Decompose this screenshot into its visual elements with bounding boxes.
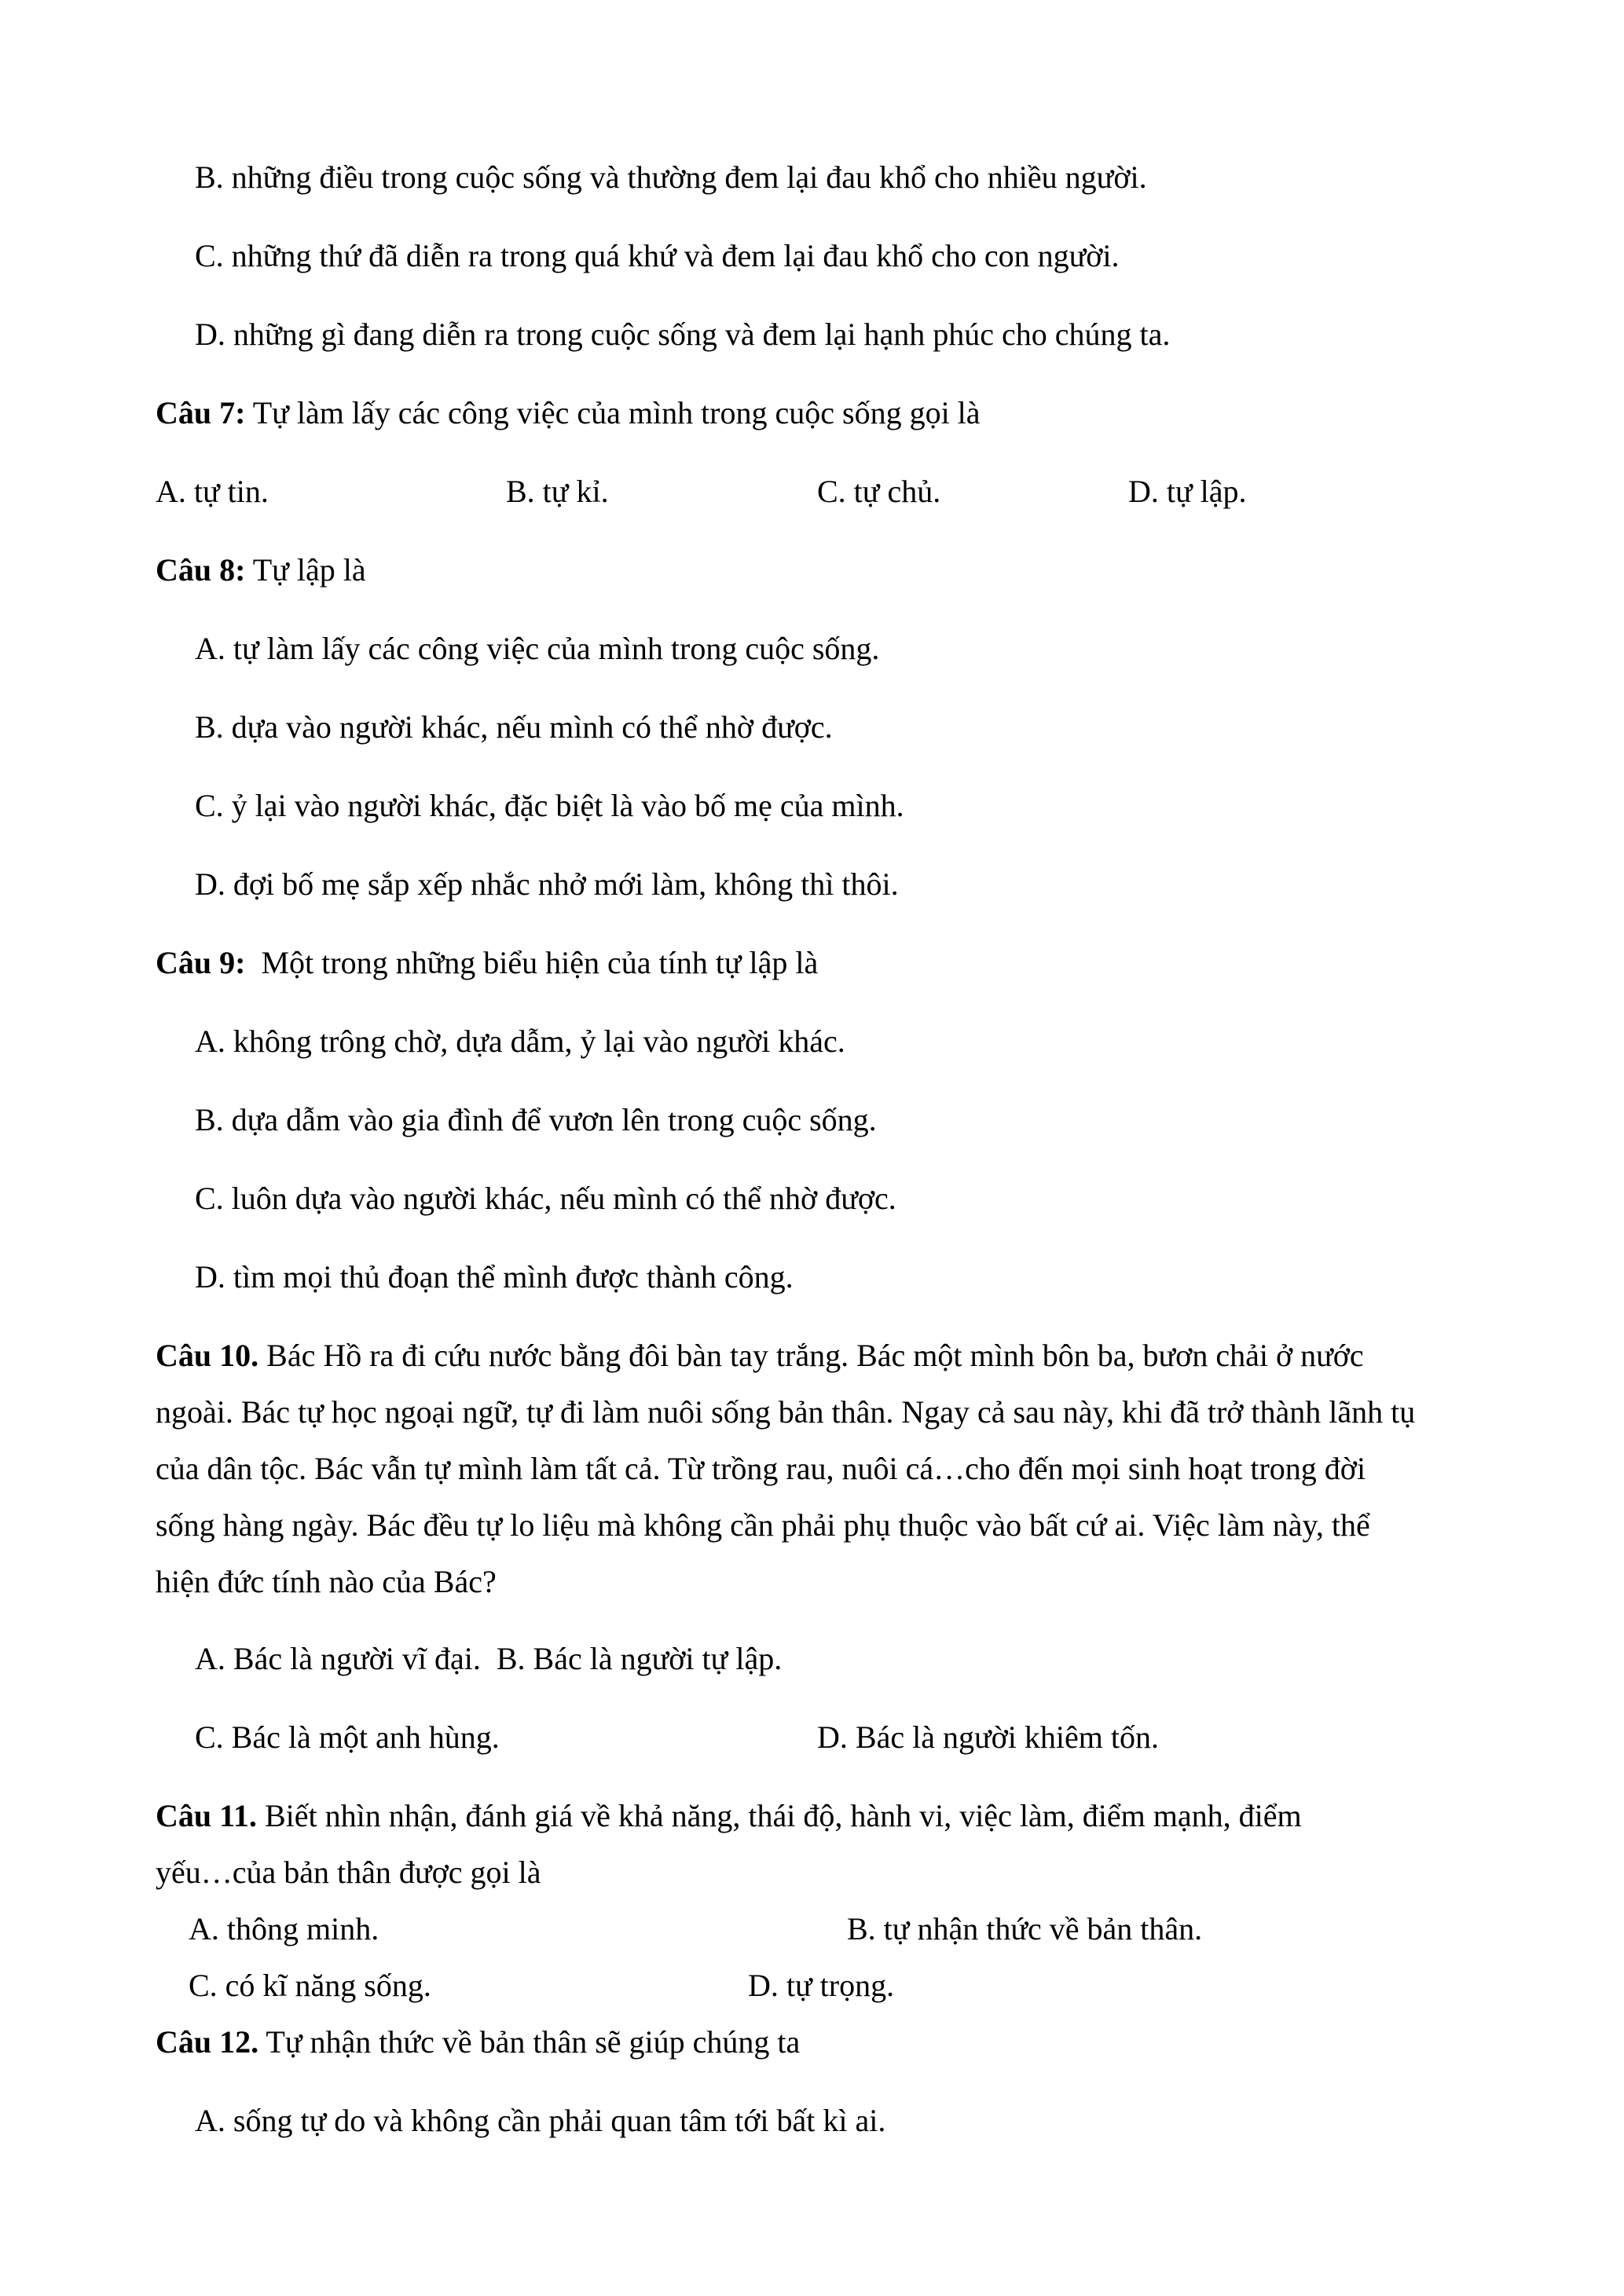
q10-stem-line-4: sống hàng ngày. Bác đều tự lo liệu mà không cần phải phụ thuộc vào bất cứ ai. Việc làm này, thể xyxy=(156,1507,1370,1543)
q10-label: Câu 10. xyxy=(156,1338,259,1373)
q8-stem xyxy=(156,552,366,588)
q8-option-b: B. dựa vào người khác, nếu mình có thể nhờ được. xyxy=(195,709,833,745)
q6-option-b: B. những điều trong cuộc sống và thường đem lại đau khổ cho nhiều người. xyxy=(195,159,1147,195)
q11-option-c: C. có kĩ năng sống. xyxy=(189,1968,431,2003)
q10-stem-line-2: ngoài. Bác tự học ngoại ngữ, tự đi làm nuôi sống bản thân. Ngay cả sau này, khi đã trở thành lãnh tụ xyxy=(156,1394,1416,1430)
q7-option-d: D. tự lập. xyxy=(1128,474,1247,509)
q11-stem-line-1 xyxy=(156,1800,1302,1832)
q10-stem-line-1 xyxy=(156,1340,1364,1371)
q12-option-a: A. sống tự do và không cần phải quan tâm tới bất kì ai. xyxy=(195,2103,886,2138)
q6-option-d: D. những gì đang diễn ra trong cuộc sống và đem lại hạnh phúc cho chúng ta. xyxy=(195,317,1171,352)
q10-option-c: C. Bác là một anh hùng. xyxy=(195,1719,500,1755)
q11-label: Câu 11. xyxy=(156,1798,257,1833)
q8-option-c: C. ỷ lại vào người khác, đặc biệt là vào bố mẹ của mình. xyxy=(195,788,904,823)
q8-text: Tự lập là xyxy=(245,552,366,588)
q10-stem-line-3: của dân tộc. Bác vẫn tự mình làm tất cả. Từ trồng rau, nuôi cá…cho đến mọi sinh hoạt trong đời xyxy=(156,1451,1366,1486)
q11-option-d: D. tự trọng. xyxy=(748,1968,895,2003)
q9-option-a: A. không trông chờ, dựa dẫm, ỷ lại vào người khác. xyxy=(195,1023,845,1059)
q10-option-d: D. Bác là người khiêm tốn. xyxy=(817,1719,1159,1755)
q9-option-c: C. luôn dựa vào người khác, nếu mình có thể nhờ được. xyxy=(195,1181,896,1216)
q8-option-a: A. tự làm lấy các công việc của mình trong cuộc sống. xyxy=(195,631,880,666)
q7-option-b: B. tự kỉ. xyxy=(506,474,609,509)
q8-option-d: D. đợi bố mẹ sắp xếp nhắc nhở mới làm, không thì thôi. xyxy=(195,866,899,902)
q9-option-b: B. dựa dẫm vào gia đình để vươn lên trong cuộc sống. xyxy=(195,1102,877,1137)
q9-text: Một trong những biểu hiện của tính tự lập là xyxy=(245,945,819,980)
q10-option-ab: A. Bác là người vĩ đại. B. Bác là người tự lập. xyxy=(195,1641,783,1676)
q11-option-a: A. thông minh. xyxy=(189,1911,379,1946)
q9-stem xyxy=(156,947,818,979)
q11-stem-line-2: yếu…của bản thân được gọi là xyxy=(156,1855,541,1890)
q11-option-b: B. tự nhận thức về bản thân. xyxy=(847,1911,1203,1946)
q9-option-d: D. tìm mọi thủ đoạn thể mình được thành công. xyxy=(195,1259,794,1294)
q8-label: Câu 8: xyxy=(156,552,246,588)
q7-text: Tự làm lấy các công việc của mình trong cuộc sống gọi là xyxy=(245,395,981,430)
q10-text-1: Bác Hồ ra đi cứu nước bằng đôi bàn tay trắng. Bác một mình bôn ba, bươn chải ở nước xyxy=(258,1338,1364,1373)
q6-option-c: C. những thứ đã diễn ra trong quá khứ và đem lại đau khổ cho con người. xyxy=(195,238,1120,273)
q7-label: Câu 7: xyxy=(156,395,246,430)
q11-text-1: Biết nhìn nhận, đánh giá về khả năng, thái độ, hành vi, việc làm, điểm mạnh, điểm xyxy=(256,1798,1302,1833)
q12-stem xyxy=(156,2024,801,2060)
q7-option-a: A. tự tin. xyxy=(156,474,269,509)
q7-option-c: C. tự chủ. xyxy=(817,474,941,509)
q12-text: Tự nhận thức về bản thân sẽ giúp chúng ta xyxy=(258,2024,801,2060)
q12-label: Câu 12. xyxy=(156,2024,259,2060)
q7-stem xyxy=(156,397,981,429)
q9-label: Câu 9: xyxy=(156,945,246,980)
q10-stem-line-5: hiện đức tính nào của Bác? xyxy=(156,1564,497,1599)
